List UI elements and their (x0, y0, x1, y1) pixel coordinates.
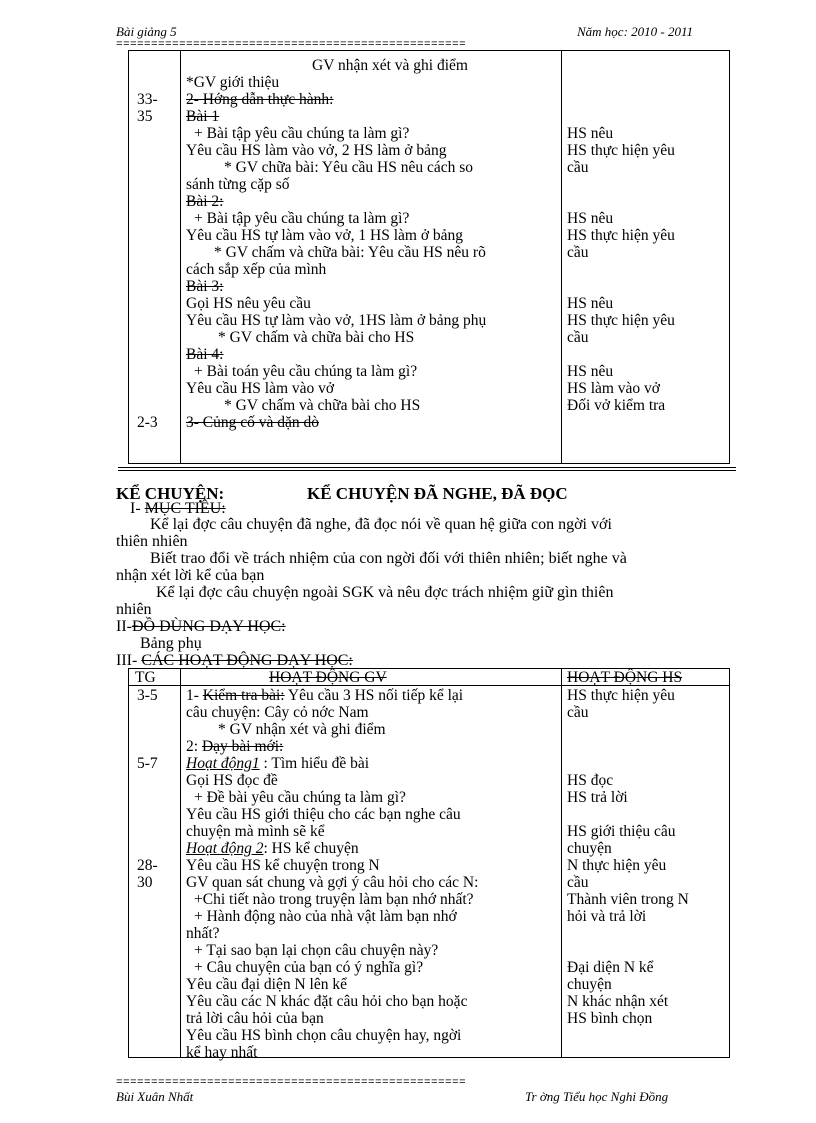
text-run: Yêu cầu 3 HS nối tiếp kể lại (284, 687, 464, 704)
teacher-activity-line: * GV chấm và chữa bài cho HS (218, 329, 415, 346)
teacher-activity-line: Bài 1 (186, 108, 220, 125)
column-divider (180, 669, 181, 1057)
teacher-activity-line (186, 874, 478, 891)
student-activity-line: HS trả lời (567, 789, 628, 806)
text-run: * GV nhận xét và ghi điểm (218, 721, 386, 738)
teacher-activity-line: Gọi HS nêu yêu cầu (186, 295, 311, 312)
student-activity-line: N khác nhận xét (567, 993, 669, 1010)
teacher-activity-line: Bài 4: (186, 346, 224, 363)
column-divider (561, 51, 562, 463)
student-activity-line: HS thực hiện yêu (567, 687, 675, 704)
student-activity-line: HS nêu (567, 295, 614, 312)
text-run: Gọi HS đọc đề (186, 772, 278, 789)
text-run: câu chuyện: Cây cỏ nớc Nam (186, 704, 369, 721)
teacher-activity-line: 3- Củng cố và dặn dò (186, 414, 320, 431)
text-run: chuyện mà mình sẽ kể (186, 823, 325, 840)
section-heading: ĐỒ DÙNG DẠY HỌC: (131, 618, 286, 635)
section-equipment (116, 618, 286, 636)
student-activity-line: HS thực hiện yêu (567, 312, 675, 329)
time-cell: 3-5 (137, 687, 158, 704)
student-activity-line: Thành viên trong N (567, 891, 689, 908)
text-run: Kiểm tra bài: (202, 687, 285, 704)
student-activity-line: HS giới thiệu câu (567, 823, 676, 840)
teacher-activity-line: * GV chữa bài: Yêu cầu HS nêu cách so (224, 159, 474, 176)
footer-separator: ================================================== (116, 1078, 467, 1088)
text-run: nhất? (186, 925, 220, 942)
student-activity-line: Đại diện N kể (567, 959, 654, 976)
text-run: + Câu chuyện của bạn có ý nghĩa gì? (194, 959, 424, 976)
section-heading: MỤC TIÊU: (144, 500, 226, 517)
text-run: GV quan sát chung và gợi ý câu hỏi cho các N: (186, 874, 479, 891)
text-run: 2: (186, 738, 202, 755)
time-cell: 28- (137, 857, 158, 874)
teacher-activity-line: sánh từng cặp số (186, 176, 290, 193)
lesson-title: KỂ CHUYỆN ĐÃ NGHE, ĐÃ ĐỌC (307, 484, 568, 503)
time-cell: 33- (137, 91, 158, 108)
teacher-activity-line: Bài 3: (186, 278, 224, 295)
footer-left: Bùi Xuân Nhất (116, 1089, 194, 1104)
time-cell: 2-3 (137, 414, 158, 431)
teacher-activity-line: + Bài toán yêu cầu chúng ta làm gì? (194, 363, 418, 380)
section-number: I- (130, 500, 145, 517)
student-activity-line: chuyện (567, 976, 612, 993)
student-activity-line: N thực hiện yêu (567, 857, 667, 874)
objective-1-line-1: Kể lại đợc câu chuyện đã nghe, đã đọc nói về quan hệ giữa con ngời với (150, 516, 612, 533)
teacher-activity-line (194, 942, 438, 959)
student-activity-line: cầu (567, 704, 589, 721)
student-activity-line: cầu (567, 329, 589, 346)
teacher-activity-line (186, 772, 278, 789)
column-header-teacher: HOẠT ĐỘNG GV (269, 669, 387, 686)
student-activity-line: hỏi và trả lời (567, 908, 647, 925)
header-right: Năm học: 2010 - 2011 (577, 24, 694, 39)
teacher-activity-line (186, 1010, 324, 1027)
header-separator: ================================================== (116, 40, 467, 50)
teacher-activity-line (218, 721, 386, 738)
student-activity-line: chuyện (567, 840, 612, 857)
column-divider (180, 51, 181, 463)
section-number: II- (116, 618, 132, 635)
teacher-activity-line: GV nhận xét và ghi điểm (312, 57, 468, 74)
student-activity-line: HS làm vào vở (567, 380, 661, 397)
student-activity-line: HS thực hiện yêu (567, 227, 675, 244)
section-separator (118, 467, 736, 471)
header-left: Bài giảng 5 (116, 24, 177, 39)
teacher-activity-line (186, 993, 467, 1010)
teacher-activity-line (186, 704, 369, 721)
text-run: Yêu cầu đại diện N lên kể (186, 976, 347, 993)
student-activity-line: HS thực hiện yêu (567, 142, 675, 159)
objective-2-line-1: Biết trao đổi về trách nhiệm của con ngời đối với thiên nhiên; biết nghe và (150, 550, 627, 567)
time-cell: 5-7 (137, 755, 158, 772)
teacher-activity-line: * GV chấm và chữa bài: Yêu cầu HS nêu rõ (214, 244, 486, 261)
student-activity-line: HS nêu (567, 363, 614, 380)
student-activity-line: cầu (567, 159, 589, 176)
text-run: Dạy bài mới: (201, 738, 284, 755)
teacher-activity-line (186, 687, 463, 704)
student-activity-line: HS nêu (567, 125, 614, 142)
time-cell: 30 (137, 874, 153, 891)
text-run: Yêu cầu HS bình chọn câu chuyện hay, ngời (186, 1027, 462, 1044)
objective-3-line-1: Kể lại đợc câu chuyện ngoài SGK và nêu đợc trách nhiệm giữ gìn thiên (156, 584, 614, 601)
teacher-activity-line: Yêu cầu HS làm vào vở, 2 HS làm ở bảng (186, 142, 447, 159)
section-number: III- (116, 652, 142, 669)
student-activity-line: Đối vở kiểm tra (567, 397, 666, 414)
teacher-activity-line (186, 755, 369, 772)
teacher-activity-line (186, 823, 325, 840)
activities-table (128, 668, 730, 1061)
teacher-activity-line (194, 891, 474, 908)
teacher-activity-line (186, 738, 283, 755)
teacher-activity-line: Yêu cầu HS tự làm vào vở, 1 HS làm ở bảng (186, 227, 464, 244)
text-run: Yêu cầu các N khác đặt câu hỏi cho bạn hoặc (186, 993, 468, 1010)
student-activity-line: cầu (567, 244, 589, 261)
teacher-activity-line (186, 857, 380, 874)
teacher-activity-line: cách sắp xếp của mình (186, 261, 327, 278)
text-run: +Chi tiết nào trong truyện làm bạn nhớ nhất? (194, 891, 474, 908)
footer-right: Tr ờng Tiểu học Nghi Đồng (525, 1089, 669, 1104)
teacher-activity-line: 2- Hớng dẫn thực hành: (186, 91, 334, 108)
text-run: Hoạt động1 (186, 755, 260, 772)
column-header-time: TG (135, 669, 156, 686)
teacher-activity-line (194, 908, 457, 925)
text-run: kể hay nhất (186, 1044, 258, 1061)
text-run: Yêu cầu HS kể chuyện trong N (186, 857, 380, 874)
section-heading: CÁC HOẠT ĐỘNG DẠY HỌC: (141, 652, 353, 669)
text-run: + Đề bài yêu cầu chúng ta làm gì? (194, 789, 406, 806)
student-activity-line: HS đọc (567, 772, 614, 789)
teacher-activity-line (194, 959, 423, 976)
objective-1-line-2: thiên nhiên (116, 533, 188, 550)
teacher-activity-line: Yêu cầu HS làm vào vở (186, 380, 335, 397)
teacher-activity-line (186, 1044, 257, 1061)
text-run: : Tìm hiểu đề bài (259, 755, 370, 772)
text-run: 1- (186, 687, 203, 704)
column-divider (561, 669, 562, 1057)
text-run: + Tại sao bạn lại chọn câu chuyện này? (194, 942, 439, 959)
teacher-activity-line (186, 976, 347, 993)
teacher-activity-line: + Bài tập yêu cầu chúng ta làm gì? (194, 210, 410, 227)
text-run: Yêu cầu HS giới thiệu cho các bạn nghe câu (186, 806, 461, 823)
teacher-activity-line: Bài 2: (186, 193, 224, 210)
teacher-activity-line: + Bài tập yêu cầu chúng ta làm gì? (194, 125, 410, 142)
time-cell: 35 (137, 108, 153, 125)
text-run: Hoạt động 2 (186, 840, 264, 857)
objective-2-line-2: nhận xét lời kể của bạn (116, 567, 265, 584)
equipment-text: Bảng phụ (140, 635, 202, 652)
student-activity-line: cầu (567, 874, 589, 891)
objective-3-line-2: nhiên (116, 601, 152, 618)
teacher-activity-line: *GV giới thiệu (186, 74, 280, 91)
column-header-student: HOẠT ĐỘNG HS (567, 669, 683, 686)
subject-label: KỂ CHUYỆN: (116, 484, 225, 503)
teacher-activity-line: Yêu cầu HS tự làm vào vở, 1HS làm ở bảng phụ (186, 312, 487, 329)
teacher-activity-line: * GV chấm và chữa bài cho HS (224, 397, 421, 414)
teacher-activity-line (186, 925, 220, 942)
student-activity-line: HS nêu (567, 210, 614, 227)
teacher-activity-line (186, 840, 359, 857)
text-run: : HS kể chuyện (263, 840, 359, 857)
lesson-table-continued (128, 50, 730, 464)
student-activity-line: HS bình chọn (567, 1010, 653, 1027)
teacher-activity-line (194, 789, 406, 806)
teacher-activity-line (186, 806, 461, 823)
text-run: trả lời câu hỏi của bạn (186, 1010, 324, 1027)
text-run: + Hành động nào của nhà vật làm bạn nhớ (194, 908, 457, 925)
teacher-activity-line (186, 1027, 461, 1044)
